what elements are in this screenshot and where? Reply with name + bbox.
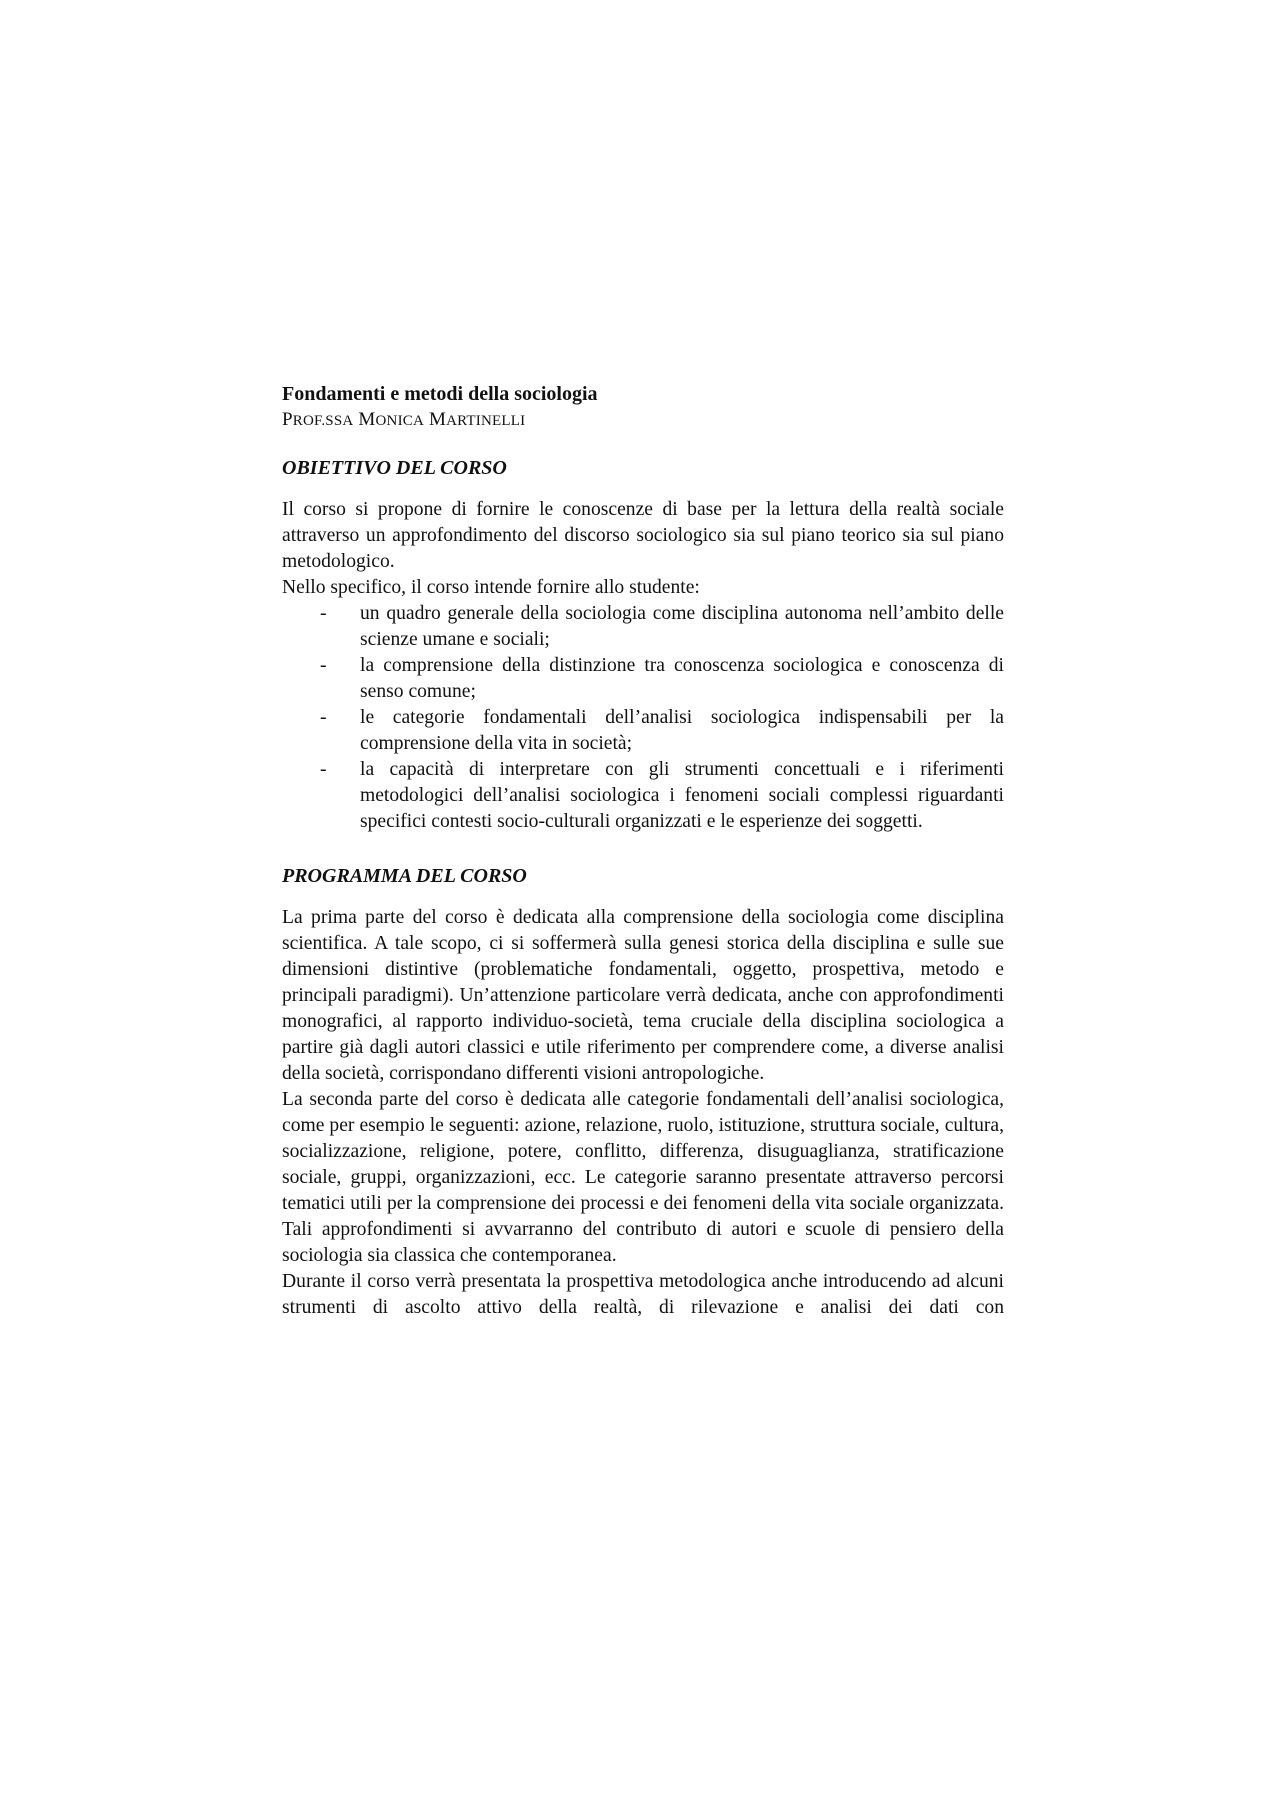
author-last-small: ARTINELLI [446, 413, 526, 429]
author-prof-cap: P [282, 409, 293, 430]
document-page [282, 381, 1004, 1321]
bullet-dash: - [320, 707, 327, 728]
list-item [282, 705, 1004, 757]
document-title: Fondamenti e metodi della sociologia [282, 383, 598, 405]
list-item [282, 757, 1004, 835]
program-paragraph-2: La seconda parte del corso è dedicata alle categorie fondamentali dell’analisi sociologica, come per esempio le seguenti: azione, relazione, ruolo, istituzione, struttura sociale, cultura, socializzazione, religione, potere, conflitto, differenza, disuguaglianza, stratificazione sociale, gruppi, organizzazioni, ecc. Le categorie saranno presentate attraverso percorsi tematici utili per la comprensione dei processi e dei fenomeni della vita sociale organizzata. Tali approfondimenti si avvarranno del contributo di autori e scuole di pensiero della sociologia sia classica che contemporanea. [282, 1089, 1004, 1266]
bullet-dash: - [320, 603, 327, 624]
program-paragraph-1: La prima parte del corso è dedicata alla comprensione della sociologia come disciplina scientifica. A tale scopo, ci si soffermerà sulla genesi storica della disciplina e sulle sue dimensioni distintive (problematiche fondamentali, oggetto, prospettiva, metodo e principali paradigmi). Un’attenzione particolare verrà dedicata, anche con approfondimenti monografici, al rapporto individuo-società, tema cruciale della disciplina sociologica a partire già dagli autori classici e utile riferimento per comprendere come, a diverse analisi della società, corrispondano differenti visioni antropologiche. [282, 907, 1004, 1084]
author-first-small: ONICA [375, 413, 424, 429]
program-heading: PROGRAMMA DEL CORSO [282, 865, 527, 887]
list-item-text: la comprensione della distinzione tra conoscenza sociologica e conoscenza di senso comune; [360, 655, 1004, 702]
objective-heading: OBIETTIVO DEL CORSO [282, 457, 507, 479]
objective-lead: Nello specifico, il corso intende fornire allo studente: [282, 577, 700, 598]
author-line [282, 407, 1004, 434]
author-first-cap: M [358, 409, 376, 430]
list-item-text: la capacità di interpretare con gli strumenti concettuali e i riferimenti metodologici dell’analisi sociologica i fenomeni sociali complessi riguardanti specifici contesti socio-culturali organizzati e le esperienze dei soggetti. [360, 759, 1004, 832]
author-prof-small: ROF.SSA [292, 413, 354, 429]
author-last-cap: M [428, 409, 447, 430]
program-paragraph-3: Durante il corso verrà presentata la prospettiva metodologica anche introducendo ad alcuni strumenti di ascolto attivo della realtà, di rilevazione e analisi dei dati con [282, 1271, 1004, 1318]
objective-list [282, 601, 1004, 835]
list-item [282, 653, 1004, 705]
bullet-dash: - [320, 759, 327, 780]
objective-intro: Il corso si propone di fornire le conoscenze di base per la lettura della realtà sociale attraverso un approfondimento del discorso sociologico sia sul piano teorico sia sul piano metodologico. [282, 499, 1004, 572]
list-item-text: le categorie fondamentali dell’analisi sociologica indispensabili per la comprensione della vita in società; [360, 707, 1004, 754]
list-item-text: un quadro generale della sociologia come disciplina autonoma nell’ambito delle scienze umane e sociali; [360, 603, 1004, 650]
bullet-dash: - [320, 655, 327, 676]
list-item [282, 601, 1004, 653]
